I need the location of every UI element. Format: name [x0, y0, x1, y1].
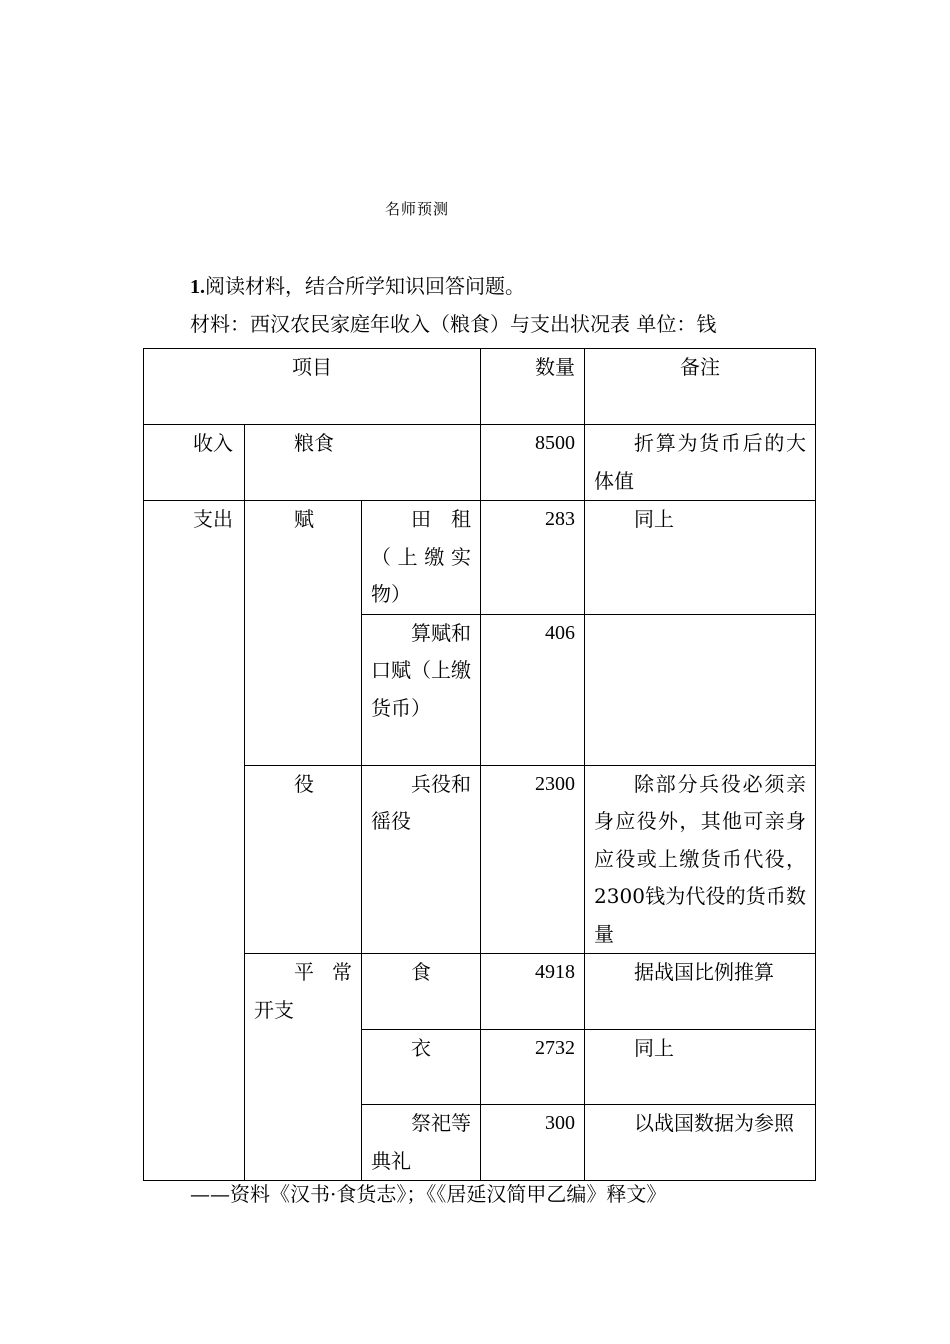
page-title: 名师预测 [385, 200, 450, 218]
table-row [144, 765, 816, 954]
yi-value: 2300 [481, 765, 585, 954]
header-note: 备注 [585, 349, 816, 425]
table-row [144, 425, 816, 501]
fu-item-tianzu: 田租（上缴实物） [362, 501, 481, 615]
income-expense-table [143, 348, 816, 1181]
income-label: 收入 [144, 425, 245, 501]
daily-item-ritual: 祭祀等典礼 [362, 1105, 481, 1181]
daily-value-food: 4918 [481, 954, 585, 1030]
daily-value-ritual: 300 [481, 1105, 585, 1181]
daily-note-clothing: 同上 [585, 1030, 816, 1105]
daily-item-clothing: 衣 [362, 1030, 481, 1105]
yi-note: 除部分兵役必须亲身应役外，其他可亲身应役或上缴货币代役，2300钱为代役的货币数量 [585, 765, 816, 954]
source-citation: ——资料《汉书·食货志》；《《居延汉简甲乙编》释文》 [190, 1182, 667, 1206]
expense-label: 支出 [144, 501, 245, 1181]
income-note: 折算为货币后的大体值 [585, 425, 816, 501]
yi-item: 兵役和徭役 [362, 765, 481, 954]
fu-label: 赋 [245, 501, 362, 766]
fu-item-suanfu: 算赋和口赋（上缴货币） [362, 614, 481, 765]
daily-note-food: 据战国比例推算 [585, 954, 816, 1030]
yi-label: 役 [245, 765, 362, 954]
daily-value-clothing: 2732 [481, 1030, 585, 1105]
fu-note-suanfu [585, 614, 816, 765]
income-item: 粮食 [245, 425, 481, 501]
question-text: 阅读材料，结合所学知识回答问题。 [205, 274, 525, 298]
table-header-row [144, 349, 816, 425]
material-caption: 材料：西汉农民家庭年收入（粮食）与支出状况表 单位：钱 [190, 312, 717, 336]
question-number: 1. [190, 276, 205, 298]
table-row [144, 501, 816, 615]
daily-label: 平常开支 [245, 954, 362, 1181]
question-line [190, 272, 525, 301]
fu-value-tianzu: 283 [481, 501, 585, 615]
header-quantity: 数量 [481, 349, 585, 425]
header-item: 项目 [144, 349, 481, 425]
fu-value-suanfu: 406 [481, 614, 585, 765]
table-row [144, 954, 816, 1030]
income-value: 8500 [481, 425, 585, 501]
fu-note-tianzu: 同上 [585, 501, 816, 615]
daily-item-food: 食 [362, 954, 481, 1030]
daily-note-ritual: 以战国数据为参照 [585, 1105, 816, 1181]
